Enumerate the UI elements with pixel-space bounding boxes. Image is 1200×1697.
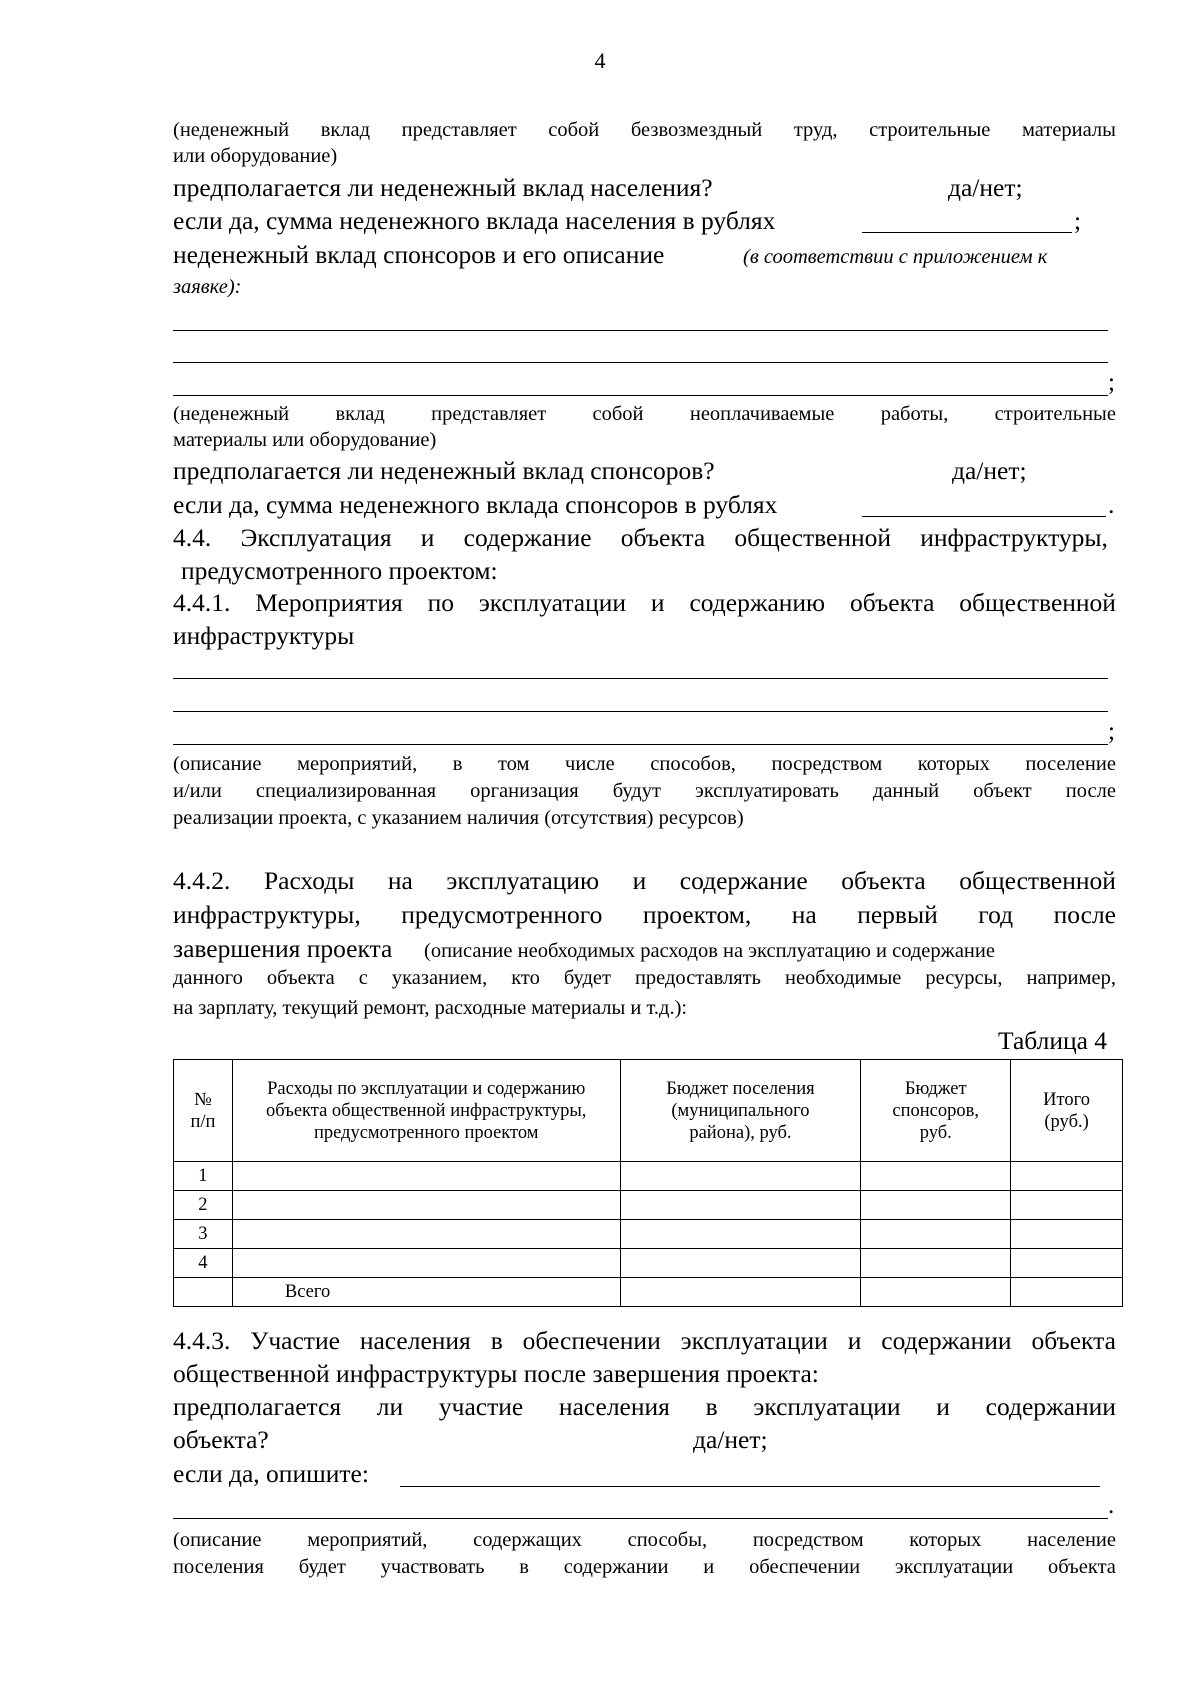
sponsor-desc-end: ; bbox=[1108, 369, 1115, 396]
word: предполагается bbox=[173, 1392, 342, 1421]
word: и bbox=[632, 866, 647, 895]
header-settlement-budget: Бюджет поселения (муниципального района), руб. bbox=[620, 1060, 861, 1162]
word: и/или bbox=[173, 780, 222, 802]
word: работы, bbox=[880, 403, 949, 425]
word: на bbox=[387, 866, 413, 895]
total-total-cell[interactable] bbox=[1011, 1278, 1123, 1307]
word: 4.4.3. bbox=[173, 1326, 231, 1355]
word: организация bbox=[470, 780, 579, 802]
word: том bbox=[497, 753, 530, 775]
row-number: 1 bbox=[174, 1162, 233, 1191]
word: например, bbox=[1026, 967, 1116, 989]
header-number: № п/п bbox=[174, 1060, 233, 1162]
blk2-note-line-2: материалы или оборудование) bbox=[173, 429, 437, 451]
row-settlement-cell[interactable] bbox=[620, 1162, 861, 1191]
table-caption: Таблица 4 bbox=[998, 1026, 1108, 1055]
word: эксплуатации bbox=[478, 588, 627, 617]
row-sponsor-cell[interactable] bbox=[861, 1191, 1011, 1220]
word: Мероприятия bbox=[255, 588, 403, 617]
word: в bbox=[490, 1326, 503, 1355]
s443-note-line-2 bbox=[173, 1554, 1116, 1580]
word: способы, bbox=[627, 1529, 708, 1551]
row-total-cell[interactable] bbox=[1011, 1249, 1123, 1278]
word: представляет bbox=[401, 119, 517, 141]
s443-answer: да/нет; bbox=[693, 1425, 768, 1454]
word: содержании bbox=[881, 1326, 1012, 1355]
word: по bbox=[427, 588, 454, 617]
word: общественной bbox=[959, 588, 1116, 617]
word: после bbox=[1065, 780, 1116, 802]
s441-note-line-2 bbox=[173, 778, 1116, 804]
word: объекта bbox=[620, 523, 706, 552]
word: строительные bbox=[869, 119, 991, 141]
word: содержанию bbox=[689, 588, 826, 617]
blk2-sum-end: . bbox=[1108, 490, 1115, 519]
word: в bbox=[452, 753, 463, 775]
word: содержание bbox=[463, 523, 592, 552]
word: эксплуатировать bbox=[695, 780, 839, 802]
blk1-sponsor-italic-2: заявке): bbox=[173, 276, 242, 298]
s441-line-2: инфраструктуры bbox=[173, 621, 355, 650]
table-row bbox=[174, 1191, 1123, 1220]
word: эксплуатацию bbox=[446, 866, 599, 895]
blk2-sum-field[interactable] bbox=[862, 516, 1106, 517]
s441-line-1 bbox=[173, 588, 1116, 618]
word: объекта bbox=[1031, 1326, 1116, 1355]
word: содержание bbox=[679, 866, 808, 895]
word: и bbox=[650, 588, 665, 617]
word: на bbox=[791, 900, 817, 929]
s443-note-line-1 bbox=[173, 1527, 1116, 1553]
blk1-sponsor-italic-1: (в соответствии с приложением к bbox=[743, 246, 1048, 268]
expenses-table bbox=[173, 1059, 1123, 1307]
blk2-sum-label: если да, сумма неденежного вклада спонсоров в рублях bbox=[173, 490, 778, 519]
word: ли bbox=[376, 1392, 404, 1421]
s442-line-5: на зарплату, текущий ремонт, расходные материалы и т.д.): bbox=[173, 997, 688, 1019]
s443-describe-field-2[interactable] bbox=[173, 1518, 1108, 1519]
word: содержании bbox=[985, 1392, 1116, 1421]
row-sponsor-cell[interactable] bbox=[861, 1220, 1011, 1249]
word: содержащих bbox=[473, 1529, 582, 1551]
word: которых bbox=[909, 1529, 982, 1551]
word: будут bbox=[612, 780, 661, 802]
s441-line-end: ; bbox=[1108, 718, 1115, 745]
total-label: Всего bbox=[232, 1278, 620, 1307]
word: инфраструктуры, bbox=[920, 523, 1108, 552]
word: объект bbox=[973, 780, 1032, 802]
word: объекта bbox=[849, 588, 935, 617]
word: будет bbox=[298, 1556, 346, 1578]
word: собой bbox=[592, 403, 644, 425]
sponsor-desc-line-3[interactable] bbox=[173, 395, 1108, 396]
word: и bbox=[936, 1392, 950, 1421]
word: Расходы bbox=[263, 866, 355, 895]
word: объекта bbox=[841, 866, 926, 895]
row-total-cell[interactable] bbox=[1011, 1191, 1123, 1220]
s443-describe-field-1[interactable] bbox=[400, 1486, 1100, 1487]
s441-line-field-2[interactable] bbox=[173, 711, 1108, 712]
header-total: Итого (руб.) bbox=[1011, 1060, 1123, 1162]
blk1-question: предполагается ли неденежный вклад населения? bbox=[173, 173, 713, 202]
word: посредством bbox=[752, 1529, 864, 1551]
s443-line-end: . bbox=[1108, 1492, 1115, 1519]
word: мероприятий, bbox=[307, 1529, 428, 1551]
word: в bbox=[705, 1392, 718, 1421]
word: и bbox=[703, 1556, 715, 1578]
header-expenses: Расходы по эксплуатации и содержанию объекта общественной инфраструктуры, предусмотренного проектом bbox=[232, 1060, 620, 1162]
word: указанием, bbox=[391, 967, 488, 989]
s441-note-line-3: реализации проекта, с указанием наличия (отсутствия) ресурсов) bbox=[173, 807, 744, 829]
word: вклад bbox=[335, 403, 385, 425]
word: необходимые bbox=[784, 967, 902, 989]
word: 4.4.2. bbox=[173, 866, 231, 895]
word: участвовать bbox=[380, 1556, 485, 1578]
table-row bbox=[174, 1162, 1123, 1191]
word: объекта bbox=[266, 967, 335, 989]
word: данный bbox=[872, 780, 940, 802]
word: числе bbox=[565, 753, 615, 775]
s441-note-line-1 bbox=[173, 751, 1116, 777]
word: безвозмездный bbox=[630, 119, 763, 141]
word: обеспечении bbox=[749, 1556, 861, 1578]
word: общественной bbox=[959, 866, 1116, 895]
word: предусмотренного bbox=[401, 900, 603, 929]
word: в bbox=[519, 1556, 529, 1578]
row-number: 2 bbox=[174, 1191, 233, 1220]
s443-line-2: общественной инфраструктуры после завершения проекта: bbox=[173, 1359, 819, 1388]
word: Эксплуатация bbox=[240, 523, 392, 552]
word: объекта bbox=[1048, 1556, 1116, 1578]
blk1-sum-label: если да, сумма неденежного вклада населения в рублях bbox=[173, 206, 776, 235]
s443-line-3 bbox=[173, 1392, 1116, 1422]
row-settlement-cell[interactable] bbox=[620, 1191, 861, 1220]
row-settlement-cell[interactable] bbox=[620, 1220, 861, 1249]
word: после bbox=[1053, 900, 1116, 929]
word: данного bbox=[173, 967, 243, 989]
table-row bbox=[174, 1220, 1123, 1249]
total-sponsor-cell[interactable] bbox=[861, 1278, 1011, 1307]
table-total-row bbox=[174, 1278, 1123, 1307]
blk2-note-line-1 bbox=[173, 401, 1116, 427]
s442-line-2 bbox=[173, 900, 1116, 930]
word: инфраструктуры, bbox=[173, 900, 361, 929]
word: населения bbox=[558, 1392, 670, 1421]
word: специализированная bbox=[255, 780, 437, 802]
word: населения bbox=[359, 1326, 471, 1355]
header-sponsor-budget: Бюджет спонсоров, руб. bbox=[861, 1060, 1011, 1162]
blk2-question: предполагается ли неденежный вклад спонсоров? bbox=[173, 456, 715, 485]
row-settlement-cell[interactable] bbox=[620, 1249, 861, 1278]
row-expense-cell[interactable] bbox=[232, 1162, 620, 1191]
s441-line-field-3[interactable] bbox=[173, 744, 1108, 745]
word: поселения bbox=[173, 1556, 264, 1578]
word: и bbox=[420, 523, 435, 552]
word: (неденежный bbox=[173, 119, 290, 141]
word: вклад bbox=[320, 119, 371, 141]
blk1-sponsor-label: неденежный вклад спонсоров и его описание bbox=[173, 240, 665, 269]
blk1-sum-field[interactable] bbox=[862, 232, 1072, 233]
word: будет bbox=[563, 967, 611, 989]
word: первый bbox=[857, 900, 938, 929]
word: кто bbox=[511, 967, 540, 989]
word: мероприятий, bbox=[297, 753, 418, 775]
s442-line-4 bbox=[173, 965, 1116, 991]
s442-line-1 bbox=[173, 866, 1116, 896]
word: участие bbox=[438, 1392, 524, 1421]
word: представляет bbox=[431, 403, 547, 425]
blk1-note-line-2: или оборудование) bbox=[173, 145, 338, 167]
word: эксплуатации bbox=[894, 1556, 1014, 1578]
row-number: 3 bbox=[174, 1220, 233, 1249]
word: проектом, bbox=[642, 900, 752, 929]
word: с bbox=[358, 967, 368, 989]
word: труд, bbox=[793, 119, 838, 141]
s442-line-3-big: завершения проекта bbox=[173, 934, 393, 963]
word: 4.4. bbox=[173, 523, 212, 552]
row-total-cell[interactable] bbox=[1011, 1162, 1123, 1191]
row-sponsor-cell[interactable] bbox=[861, 1162, 1011, 1191]
word: которых bbox=[917, 753, 990, 775]
word: население bbox=[1027, 1529, 1116, 1551]
table-row bbox=[174, 1249, 1123, 1278]
word: способов, bbox=[650, 753, 736, 775]
word: эксплуатации bbox=[680, 1326, 828, 1355]
word: содержании bbox=[563, 1556, 669, 1578]
page-number: 4 bbox=[594, 48, 606, 73]
word: эксплуатации bbox=[753, 1392, 901, 1421]
word: предоставлять bbox=[634, 967, 761, 989]
s44-line-1 bbox=[173, 523, 1108, 553]
blk2-answer: да/нет; bbox=[952, 456, 1027, 485]
word: поселение bbox=[1025, 753, 1116, 775]
blk1-answer: да/нет; bbox=[948, 173, 1023, 202]
s443-describe-label: если да, опишите: bbox=[173, 1459, 369, 1488]
word: общественной bbox=[734, 523, 892, 552]
word: собой bbox=[548, 119, 600, 141]
row-sponsor-cell[interactable] bbox=[861, 1249, 1011, 1278]
word: 4.4.1. bbox=[173, 588, 231, 617]
row-expense-cell[interactable] bbox=[232, 1249, 620, 1278]
word: (описание bbox=[173, 1529, 262, 1551]
s443-line-1 bbox=[173, 1326, 1116, 1356]
s442-line-3-small: (описание необходимых расходов на эксплуатацию и содержание bbox=[424, 940, 995, 962]
word: обеспечении bbox=[522, 1326, 661, 1355]
row-expense-cell[interactable] bbox=[232, 1220, 620, 1249]
table-header-row bbox=[174, 1060, 1123, 1162]
s441-line-field-1[interactable] bbox=[173, 678, 1108, 679]
row-expense-cell[interactable] bbox=[232, 1191, 620, 1220]
sponsor-desc-line-2[interactable] bbox=[173, 362, 1108, 363]
s44-line-2: предусмотренного проектом: bbox=[181, 556, 498, 585]
word: (описание bbox=[173, 753, 262, 775]
sponsor-desc-line-1[interactable] bbox=[173, 330, 1108, 331]
blk1-note-line-1 bbox=[173, 117, 1116, 143]
row-number: 4 bbox=[174, 1249, 233, 1278]
word: (неденежный bbox=[173, 403, 290, 425]
s443-line-4-question: объекта? bbox=[173, 1425, 269, 1454]
word: посредством bbox=[771, 753, 883, 775]
word: неоплачиваемые bbox=[689, 403, 835, 425]
word: строительные bbox=[994, 403, 1116, 425]
word: ресурсы, bbox=[925, 967, 1003, 989]
blk1-sum-end: ; bbox=[1074, 206, 1082, 235]
word: Участие bbox=[250, 1326, 340, 1355]
total-settlement-cell[interactable] bbox=[620, 1278, 861, 1307]
total-number-cell bbox=[174, 1278, 233, 1307]
word: и bbox=[847, 1326, 862, 1355]
word: материалы bbox=[1021, 119, 1116, 141]
word: год bbox=[978, 900, 1014, 929]
row-total-cell[interactable] bbox=[1011, 1220, 1123, 1249]
